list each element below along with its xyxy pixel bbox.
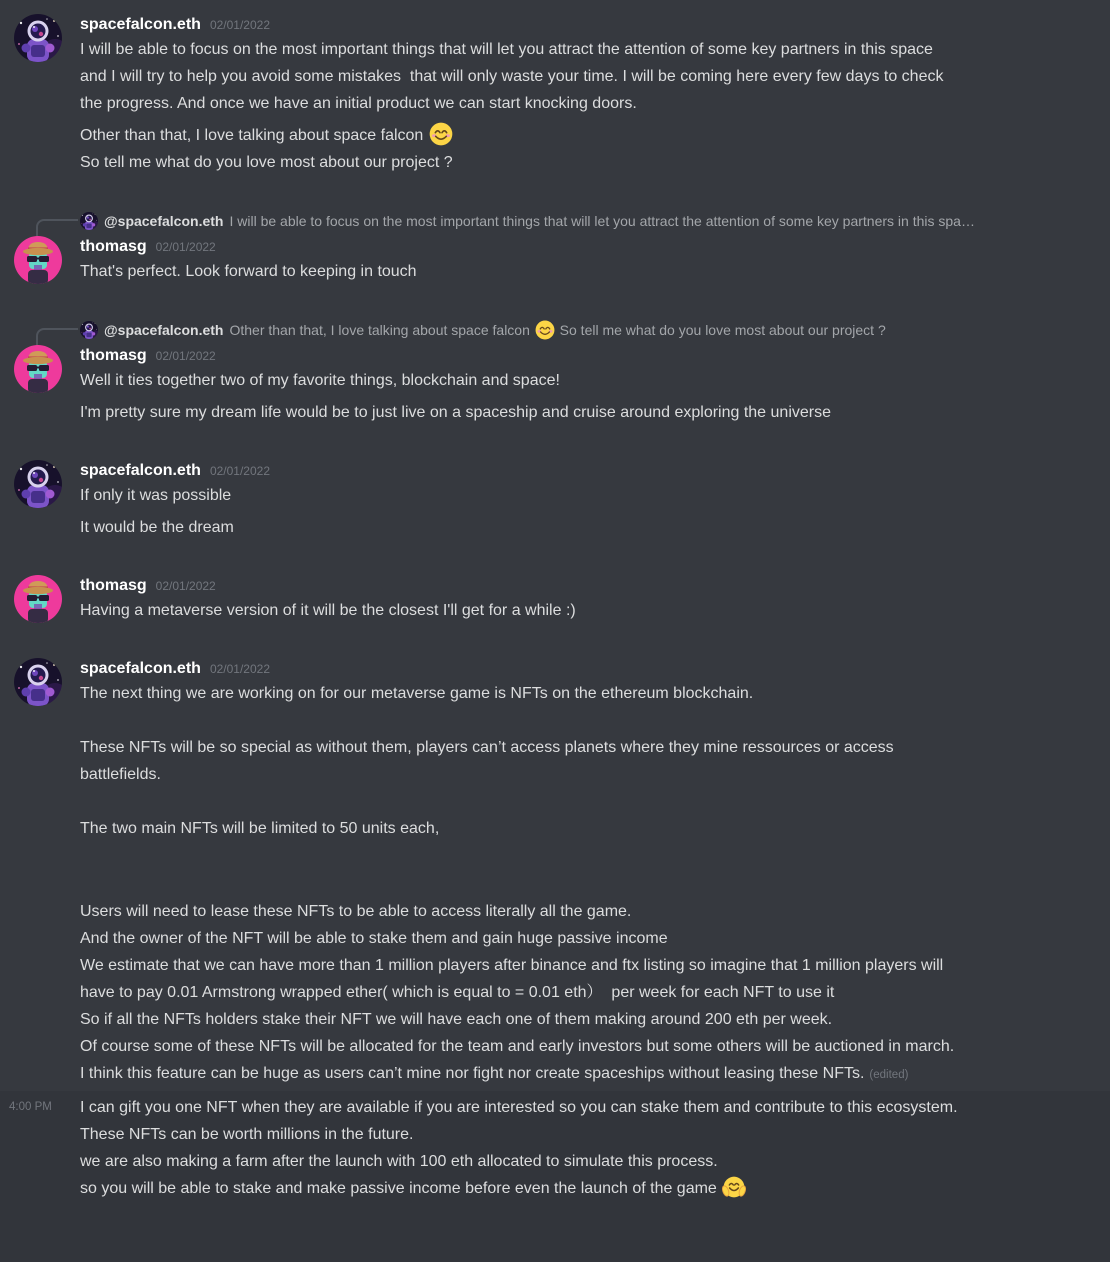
message-timestamp: 02/01/2022 (209, 662, 270, 676)
reply-avatar-icon (80, 212, 98, 230)
user-avatar[interactable] (14, 460, 62, 508)
user-avatar[interactable] (14, 575, 62, 623)
message-text: Having a metaverse version of it will be the closest I'll get for a while :) (80, 602, 576, 619)
reply-reference[interactable] (80, 210, 1096, 232)
message-header (80, 14, 1096, 36)
message-header (80, 460, 1096, 482)
message-text: Users will need to lease these NFTs to be able to access literally all the game. And the owner of the NFT will be able to stake them and gain huge passive income We estimate that we can have more than 1 million players after binance and ftx listing so imagine that 1 million players will have to pay 0.01 Armstrong wrapped ether( which is equal to = 0.01 eth） per week for each NFT to use it So if all the NFTs holders stake their NFT we will have each one of them making around 200 eth per week. Of course some of these NFTs will be allocated for the team and early investors but some others will be auctioned in march. I think this feature can be huge as users can’t mine nor fight nor create spaceships without leasing these NFTs. (edited) (80, 903, 955, 1082)
smiling-face-smiling-eyes-emoji (429, 122, 453, 146)
message-group (0, 658, 1110, 1089)
user-avatar[interactable] (14, 236, 62, 284)
reply-preview-text[interactable]: I will be able to focus on the most important things that will let you attract the attention of some key partners in this spa… (229, 213, 975, 229)
message-group (0, 210, 1110, 285)
message-text: These NFTs will be so special as without them, players can’t access planets where they mine ressources or access battlefields. (80, 739, 894, 783)
message-header (80, 345, 1096, 367)
username[interactable]: spacefalcon.eth (80, 660, 201, 677)
hugging-face-emoji (722, 1175, 746, 1199)
username[interactable]: thomasg (80, 238, 147, 255)
message-group (0, 575, 1110, 624)
message-timestamp: 02/01/2022 (155, 349, 216, 363)
username[interactable]: thomasg (80, 577, 147, 594)
message-group (0, 460, 1110, 541)
message-text: I will be able to focus on the most important things that will let you attract the attention of some key partners in this space and I will try to help you avoid some mistakes that will only waste your time. I will be coming here every few days to check the progress. And once we have an initial product we can start knocking doors. (80, 41, 944, 112)
username[interactable]: spacefalcon.eth (80, 16, 201, 33)
message-text: That's perfect. Look forward to keeping in touch (80, 263, 417, 280)
message-header (80, 236, 1096, 258)
reply-author[interactable]: @spacefalcon.eth (104, 322, 224, 338)
message-text: I'm pretty sure my dream life would be to just live on a spaceship and cruise around exploring the universe (80, 404, 831, 421)
reply-author[interactable]: @spacefalcon.eth (104, 213, 224, 229)
message-group (0, 0, 1110, 176)
message-timestamp: 02/01/2022 (155, 579, 216, 593)
reply-reference[interactable] (80, 319, 1096, 341)
message-text: The two main NFTs will be limited to 50 units each, (80, 820, 440, 837)
message-text: The next thing we are working on for our metaverse game is NFTs on the ethereum blockchain. (80, 685, 754, 702)
user-avatar[interactable] (14, 345, 62, 393)
edited-tag: (edited) (869, 1069, 909, 1081)
username[interactable]: thomasg (80, 347, 147, 364)
user-avatar[interactable] (14, 658, 62, 706)
message-timestamp: 02/01/2022 (209, 464, 270, 478)
message-text: Other than that, I love talking about space falcon So tell me what do you love most about our project ? (80, 122, 1096, 176)
smiling-face-smiling-eyes-emoji (535, 320, 555, 340)
reply-preview-text[interactable]: Other than that, I love talking about space falcon So tell me what do you love most about our project ? (229, 322, 886, 338)
message-text: I can gift you one NFT when they are available if you are interested so you can stake them and contribute to this ecosystem. These NFTs can be worth millions in the future. we are also making a farm after the launch with 100 eth allocated to simulate this process. so you will be able to stake and make passive income before even the launch of the game (80, 1099, 958, 1197)
message-group (0, 1091, 1110, 1262)
message-group (0, 319, 1110, 426)
message-header (80, 658, 1096, 680)
user-avatar[interactable] (14, 14, 62, 62)
message-timestamp: 02/01/2022 (209, 18, 270, 32)
hover-timestamp: 4:00 PM (9, 1101, 52, 1113)
username[interactable]: spacefalcon.eth (80, 462, 201, 479)
message-text: If only it was possible (80, 487, 232, 504)
message-header (80, 575, 1096, 597)
reply-avatar-icon (80, 321, 98, 339)
message-text: Well it ties together two of my favorite things, blockchain and space! (80, 372, 560, 389)
message-timestamp: 02/01/2022 (155, 240, 216, 254)
message-text: It would be the dream (80, 519, 234, 536)
